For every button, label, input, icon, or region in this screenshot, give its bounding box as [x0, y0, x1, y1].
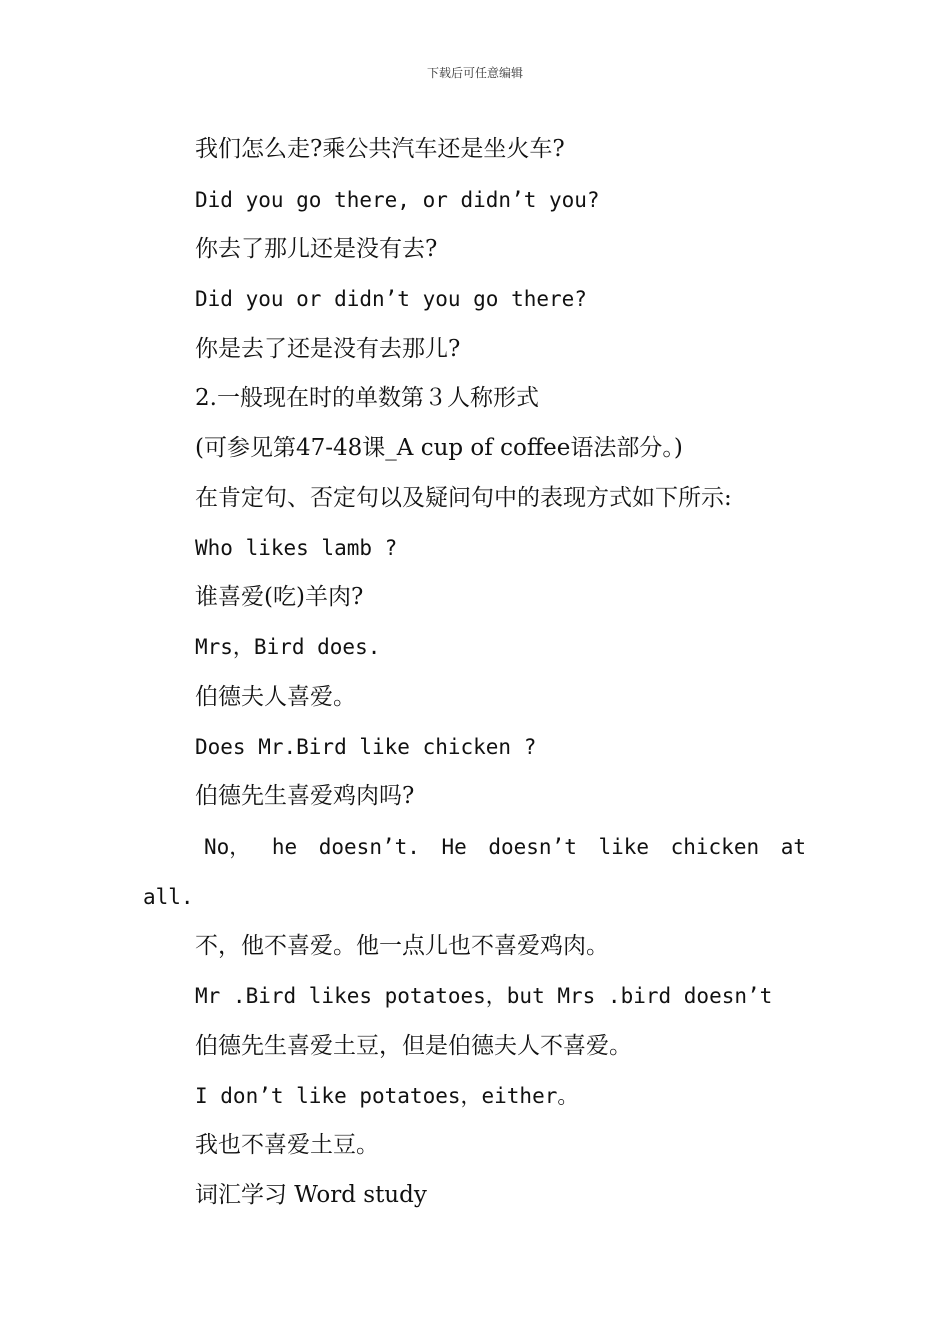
text-line: Mrs，Bird does.: [195, 635, 381, 659]
text-line: Who likes lamb ?: [195, 536, 398, 560]
word: he: [271, 835, 298, 859]
text-line: 在肯定句、否定句以及疑问句中的表现方式如下所示:: [195, 485, 732, 511]
text-line: all.: [143, 885, 194, 909]
text-line: 我们怎么走?乘公共汽车还是坐火车?: [195, 136, 565, 162]
text-line: 2.一般现在时的单数第３人称形式: [195, 385, 539, 411]
text-line: 词汇学习 Word study: [195, 1182, 427, 1208]
word: chicken: [670, 835, 760, 859]
text-line: Mr .Bird likes potatoes，but Mrs .bird doesn’t: [195, 984, 773, 1008]
text-line: Does Mr.Bird like chicken ?: [195, 735, 537, 759]
text-line: 谁喜爱(吃)羊肉?: [195, 584, 364, 610]
word: like: [598, 835, 650, 859]
text-line: 你去了那儿还是没有去?: [195, 236, 438, 262]
text-line: 伯德先生喜爱鸡肉吗?: [195, 783, 415, 809]
text-line: Did you go there, or didn’t you?: [195, 188, 600, 212]
word: at: [780, 835, 806, 859]
text-line: I don’t like potatoes，either。: [195, 1084, 579, 1108]
word: doesn’t: [488, 835, 577, 859]
text-line: 不，他不喜爱。他一点儿也不喜爱鸡肉。: [195, 933, 609, 959]
word: He: [441, 835, 467, 859]
text-line: 伯德夫人喜爱。: [195, 684, 356, 710]
text-line: (可参见第47-48课_A cup of coffee语法部分。): [195, 435, 683, 461]
page-header-note: 下载后可任意编辑: [426, 66, 523, 80]
text-line: 你是去了还是没有去那儿?: [195, 336, 461, 362]
text-line: Did you or didn’t you go there?: [195, 287, 587, 311]
text-line: 伯德先生喜爱土豆，但是伯德夫人不喜爱。: [195, 1033, 632, 1059]
text-line: 我也不喜爱土豆。: [195, 1132, 379, 1158]
word: doesn’t.: [318, 835, 420, 859]
word: No，: [204, 835, 251, 859]
justified-text-line: [204, 832, 806, 862]
